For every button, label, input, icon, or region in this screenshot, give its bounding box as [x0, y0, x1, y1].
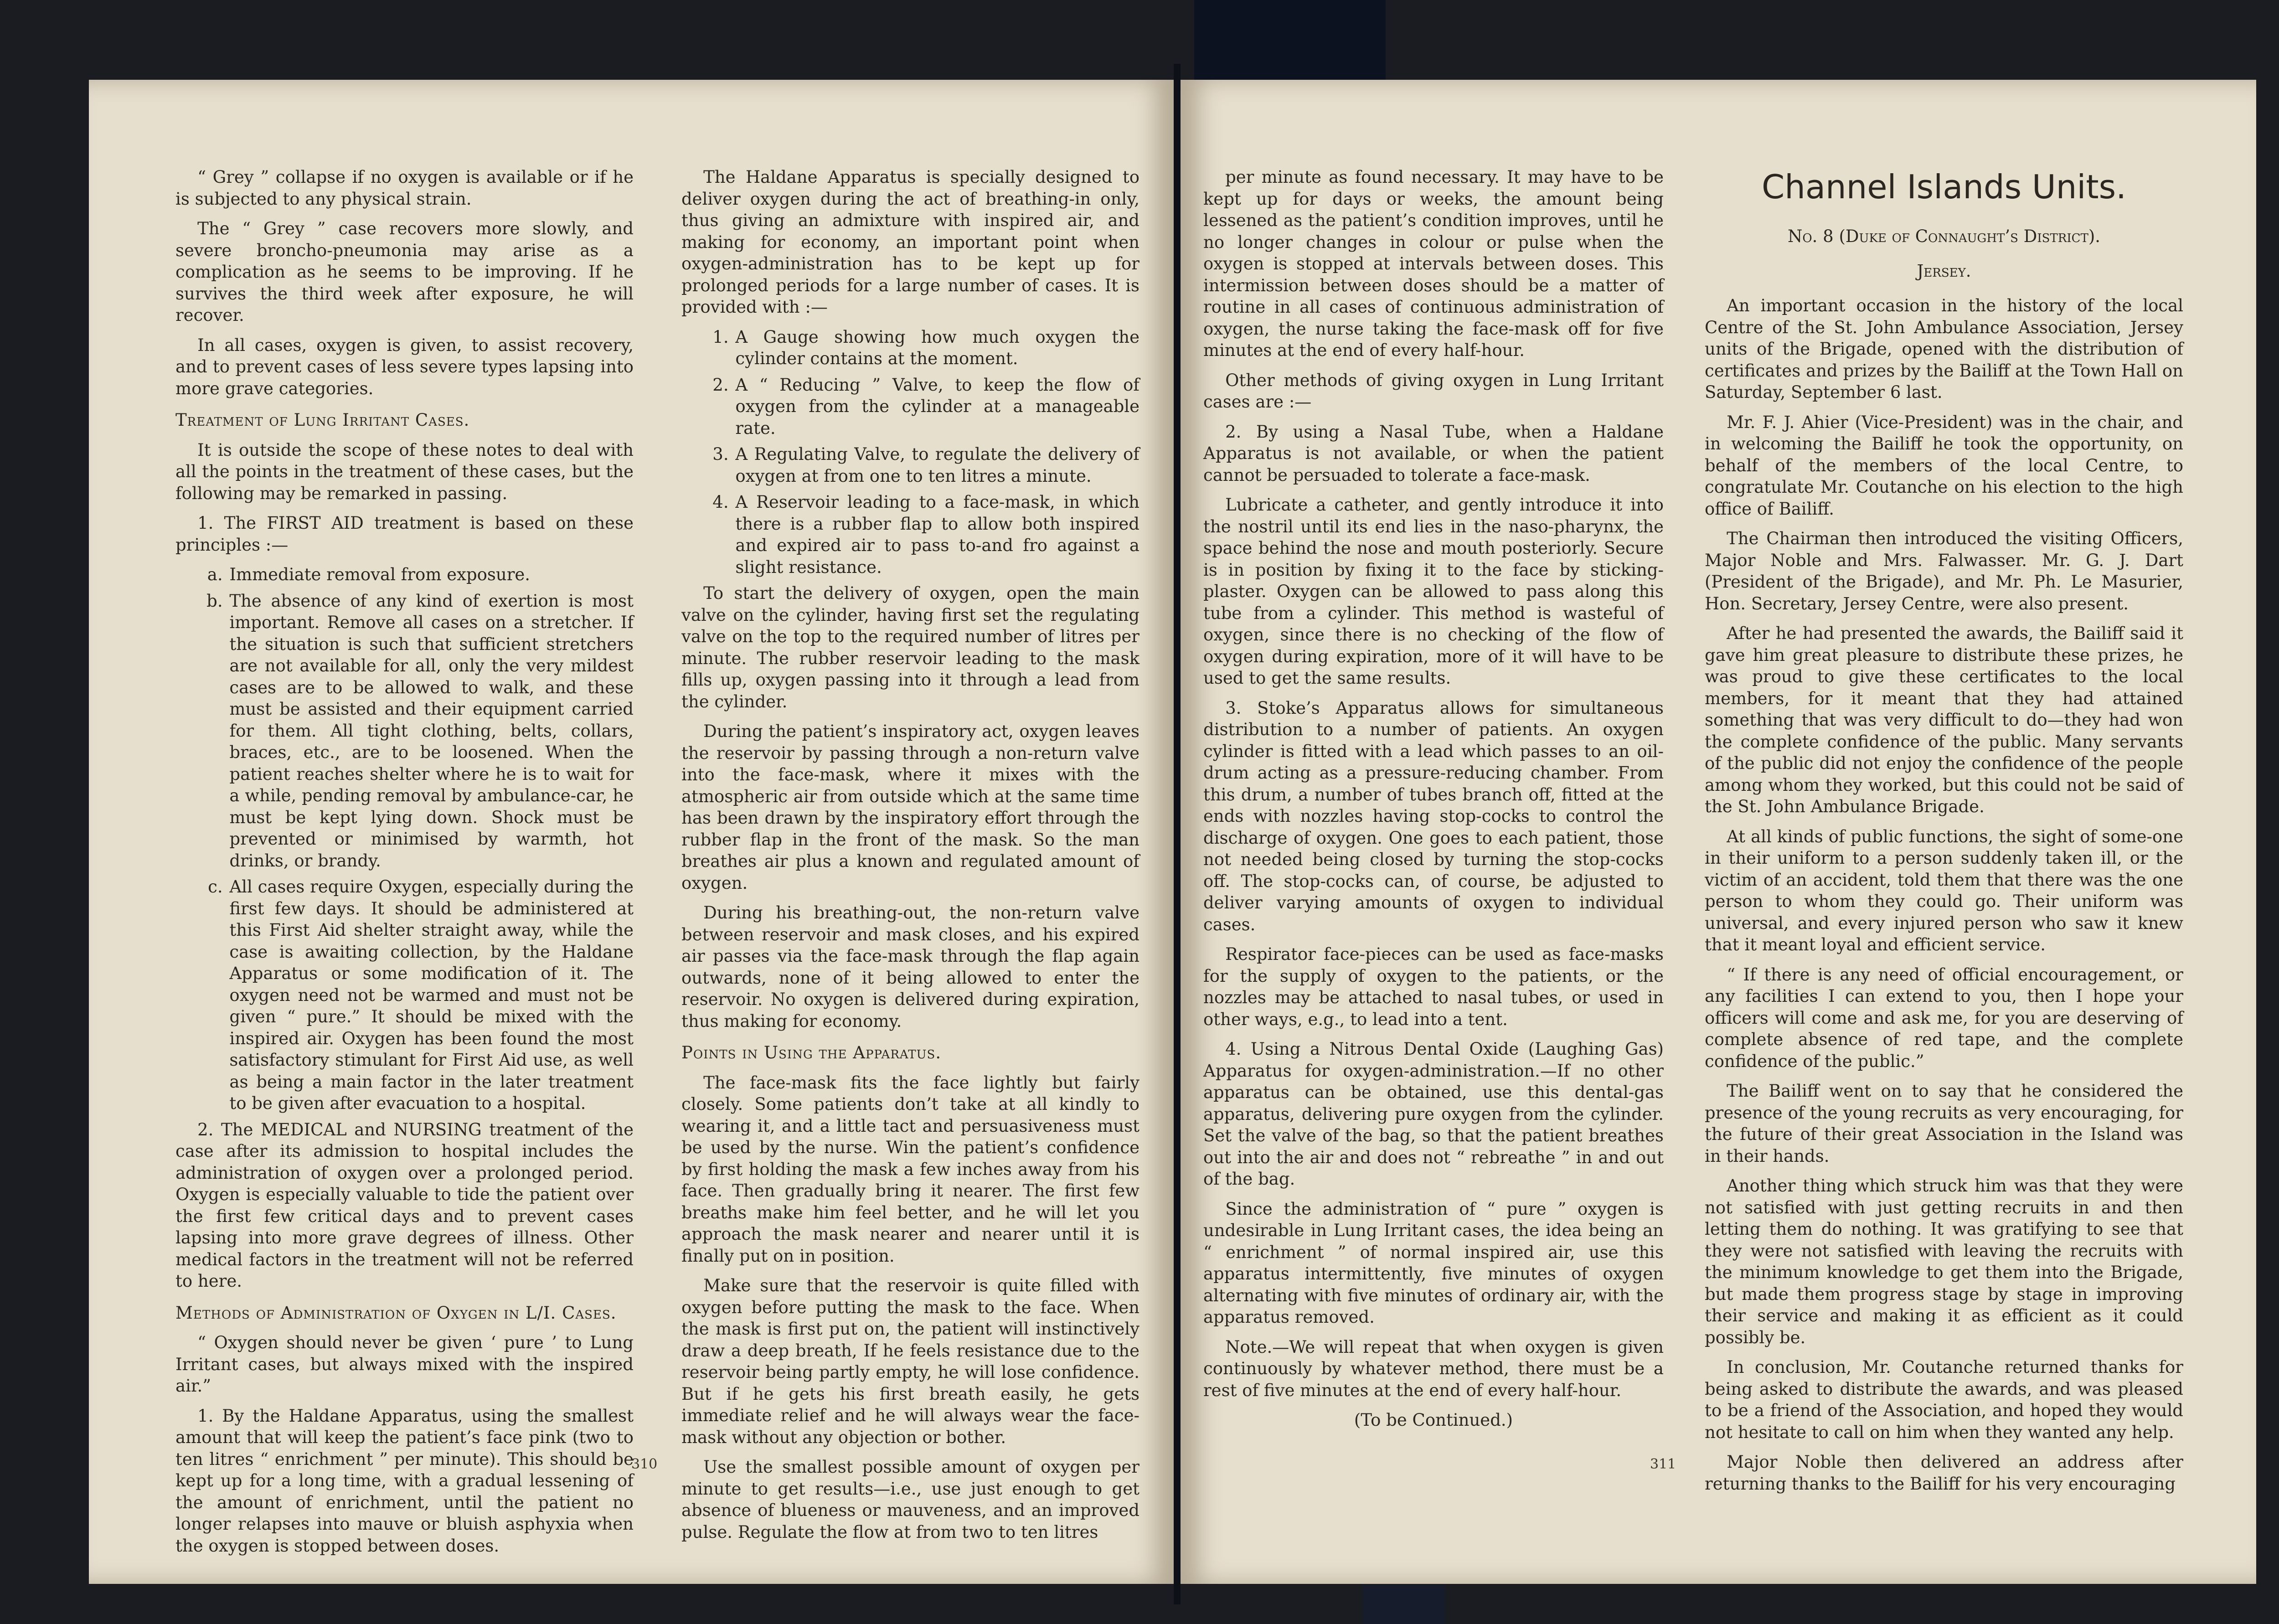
paragraph: per minute as found necessary. It may have to be kept up for days or weeks, the amount being lessened as the patient’s condition improves, until he no longer changes in colour or pulse when the oxygen is stopped at intervals between doses. This intermission between doses should be a matter of routine in all cases of continuous administration of oxygen, the nurse taking the face-mask off for five minutes at the end of every half-hour.: [1203, 167, 1664, 360]
paragraph: The face-mask fits the face lightly but fairly closely. Some patients don’t take at all kindly to wearing it, and a little tact and persuasiveness must be used by the nurse. Win the patient’s confidence by first holding the mask a few inches away from his face. Then gradually bring it nearer. The first few breaths make him feel better, and he will let you approach the mask nearer and nearer until it is finally put on in position.: [681, 1072, 1140, 1266]
paragraph: In conclusion, Mr. Coutanche returned thanks for being asked to distribute the awards, and was pleased to be a friend of the Association, and hoped they would not hesitate to call on him when they wanted any help.: [1705, 1357, 2183, 1442]
section-heading: Methods of Administration of Oxygen in L/I. Cases.: [175, 1303, 617, 1323]
paragraph: Respirator face-pieces can be used as face-masks for the supply of oxygen to the patients, or the nozzles may be attached to nasal tubes, or used in other ways, e.g., to lead into a tent.: [1203, 944, 1664, 1029]
section-heading: Points in Using the Apparatus.: [681, 1043, 942, 1062]
section-heading: Treatment of Lung Irritant Cases.: [175, 410, 470, 430]
paragraph: The “ Grey ” case recovers more slowly, and severe broncho-pneumonia may arise as a complication as he seems to be improving. If he survives the third week after exposure, he will recover.: [175, 219, 634, 325]
list-item: [681, 326, 1140, 370]
list-item: [681, 374, 1140, 439]
list-item: [175, 590, 634, 872]
list-item: [175, 876, 634, 1114]
paragraph: After he had presented the awards, the Bailiff said it gave him great pleasure to distribute these prizes, he was proud to give these certificates to the local members, for it meant that they had attained something that was very difficult to do—they had won the complete confidence of the public. Many servants of the public did not enjoy the confidence of the people among whom they worked, but this could not be said of the St. John Ambulance Brigade.: [1705, 624, 2183, 816]
paragraph: 2. By using a Nasal Tube, when a Haldane Apparatus is not available, or when the patient cannot be persuaded to tolerate a face-mask.: [1203, 422, 1664, 485]
page-number: 310: [631, 1456, 658, 1472]
list-text: Immediate removal from exposure.: [229, 565, 531, 584]
paragraph: Note.—We will repeat that when oxygen is given continuously by whatever method, there must be a rest of five minutes at the end of every half-hour.: [1203, 1337, 1664, 1400]
paragraph: Major Noble then delivered an address after returning thanks to the Bailiff for his very encouraging: [1705, 1452, 2183, 1494]
book-gutter: [1174, 64, 1181, 1604]
paragraph: “ Oxygen should never be given ‘ pure ’ to Lung Irritant cases, but always mixed with the inspired air.”: [175, 1333, 634, 1396]
binding-spine-bottom: [1363, 1582, 1445, 1624]
paragraph: 1. By the Haldane Apparatus, using the smallest amount that will keep the patient’s face pink (two to ten litres “ enrichment ” per minute). This should be kept up for a long time, with a gradual lessening of the amount of enrichment, until the patient no longer relapses into mauve or bluish asphyxia when the oxygen is stopped between doses.: [175, 1406, 634, 1556]
paragraph: Another thing which struck him was that they were not satisfied with just getting recruits in and then letting them do nothing. It was gratifying to see that they were not satisfied with leaving the recruits with the minimum knowledge to get them into the Brigade, but made them progress stage by stage in improving their service and making it as efficient as it could possibly be.: [1705, 1176, 2183, 1347]
article-subtitle-location: Jersey.: [1917, 261, 1971, 281]
list-text: A “ Reducing ” Valve, to keep the flow of oxygen from the cylinder at a manageable rate.: [735, 375, 1140, 438]
paragraph: In all cases, oxygen is given, to assist recovery, and to prevent cases of less severe types lapsing into more grave categories.: [175, 335, 634, 398]
paragraph: 1. The FIRST AID treatment is based on these principles :—: [175, 513, 634, 555]
page-310: [89, 80, 1174, 1584]
paragraph: An important occasion in the history of the local Centre of the St. John Ambulance Association, Jersey units of the Brigade, opened with the distribution of certificates and prizes by the Bailiff at the Town Hall on Saturday, September 6 last.: [1705, 296, 2183, 402]
list-marker: 1.: [712, 327, 729, 347]
paragraph: Use the smallest possible amount of oxygen per minute to get results—i.e., use just enough to get absence of blueness or mauveness, and an improved pulse. Regulate the flow at from two to ten litres: [681, 1457, 1140, 1542]
paragraph: 4. Using a Nitrous Dental Oxide (Laughing Gas) Apparatus for oxygen-administration.—If no other apparatus can be obtained, use this dental-gas apparatus, delivering pure oxygen from the cylinder. Set the valve of the bag, so that the patient breathes out into the air and does not “ rebreathe ” in and out of the bag.: [1203, 1039, 1664, 1189]
page-310-column-2: [681, 166, 1140, 1551]
binding-spine: [1194, 0, 1386, 80]
list-marker: a.: [207, 565, 223, 584]
list-marker: 4.: [712, 492, 729, 512]
paragraph: At all kinds of public functions, the sight of some-one in their uniform to a person suddenly taken ill, or the victim of an accident, told them that there was the one person to whom they could go. Their uniform was universal, and every injured person who saw it knew that it meant loyal and efficient service.: [1705, 826, 2183, 954]
list-text: A Gauge showing how much oxygen the cylinder contains at the moment.: [735, 327, 1140, 368]
list-marker: c.: [208, 877, 223, 897]
paragraph: The Chairman then introduced the visiting Officers, Major Noble and Mrs. Falwasser. Mr. G. J. Dart (President of the Brigade), and Mr. Ph. Le Masurier, Hon. Secretary, Jersey Centre, were also present.: [1705, 529, 2183, 614]
list-marker: 2.: [712, 375, 729, 395]
paragraph: Mr. F. J. Ahier (Vice-President) was in the chair, and in welcoming the Bailiff he took the opportunity, on behalf of the members of the local Centre, to congratulate Mr. Coutanche on his election to the high office of Bailiff.: [1705, 412, 2183, 519]
paragraph: The Haldane Apparatus is specially designed to deliver oxygen during the act of breathing-in only, thus giving an admixture with inspired air, and making for economy, an important point when oxygen-administration has to be kept up for prolonged periods for a large number of cases. It is provided with :—: [681, 167, 1140, 317]
paragraph: During the patient’s inspiratory act, oxygen leaves the reservoir by passing through a non-return valve into the face-mask, where it mixes with the atmospheric air from outside which at the same time has been drawn by the inspiratory effort through the rubber flap in the front of the mask. So the man breathes air plus a known and regulated amount of oxygen.: [681, 722, 1140, 893]
paragraph: During his breathing-out, the non-return valve between reservoir and mask closes, and his expired air passes via the face-mask through the flap again outwards, none of it being allowed to enter the reservoir. No oxygen is delivered during expiration, thus making for economy.: [681, 903, 1140, 1031]
page-number: 311: [1650, 1456, 1676, 1472]
list-item: [175, 564, 634, 586]
article-title: Channel Islands Units.: [1761, 168, 2127, 206]
article-subtitle: No. 8 (Duke of Connaught’s District).: [1787, 227, 2101, 246]
paragraph: Since the administration of “ pure ” oxygen is undesirable in Lung Irritant cases, the idea being an “ enrichment ” of normal inspired air, use this apparatus intermittently, five minutes of oxygen alternating with five minutes of ordinary air, with the apparatus removed.: [1203, 1199, 1664, 1327]
paragraph: 3. Stoke’s Apparatus allows for simultaneous distribution to a number of patients. An oxygen cylinder is fitted with a lead which passes to an oil-drum acting as a pressure-reducing chamber. From this drum, a number of tubes branch off, fitted at the ends with nozzles having stop-cocks to control the discharge of oxygen. One goes to each patient, those not needed being closed by turning the stop-cocks off. The stop-cocks can, of course, be adjusted to deliver varying amounts of oxygen to individual cases.: [1203, 698, 1664, 934]
paragraph: Make sure that the reservoir is quite filled with oxygen before putting the mask to the face. When the mask is first put on, the patient will instinctively draw a deep breath, If he feels resistance due to the reservoir being partly empty, he will lose confidence. But if he gets his first breath easily, he gets immediate relief and he will always wear the face-mask without any objection or bother.: [681, 1276, 1140, 1447]
paragraph: It is outside the scope of these notes to deal with all the points in the treatment of these cases, but the following may be remarked in passing.: [175, 440, 634, 503]
list-text: A Reservoir leading to a face-mask, in which there is a rubber flap to allow both inspired and expired air to pass to-and fro against a slight resistance.: [735, 492, 1140, 577]
paragraph: Other methods of giving oxygen in Lung Irritant cases are :—: [1203, 370, 1664, 412]
list-item: [681, 443, 1140, 487]
page-311-column-2: [1705, 166, 2183, 1503]
paragraph: “ If there is any need of official encouragement, or any facilities I can extend to you, then I hope your officers will come and ask me, for you are deserving of complete absence of red tape, and the complete confidence of the public.”: [1705, 964, 2183, 1071]
list-text: A Regulating Valve, to regulate the delivery of oxygen at from one to ten litres a minute.: [735, 444, 1140, 486]
paragraph: “ Grey ” collapse if no oxygen is available or if he is subjected to any physical strain.: [175, 167, 634, 209]
page-311: [1181, 80, 2256, 1584]
paragraph: 2. The MEDICAL and NURSING treatment of the case after its admission to hospital includes the administration of oxygen over a prolonged period. Oxygen is especially valuable to tide the patient over the first few critical days and to prevent cases lapsing into more grave degrees of illness. Other medical factors in the treatment will not be referred to here.: [175, 1119, 634, 1291]
continued-note: (To be Continued.): [1354, 1410, 1513, 1430]
list-text: All cases require Oxygen, especially during the first few days. It should be administered at this First Aid shelter straight away, while the case is awaiting collection, by the Haldane Apparatus or some modification of it. The oxygen need not be warmed and must not be given “ pure.” It should be mixed with the inspired air. Oxygen has been found the most satisfactory stimulant for First Aid use, as well as being a main factor in the later treatment to be given after evacuation to a hospital.: [229, 877, 634, 1113]
paragraph: To start the delivery of oxygen, open the main valve on the cylinder, having first set the regulating valve on the top to the required number of litres per minute. The rubber reservoir leading to the mask fills up, oxygen passing into it through a lead from the cylinder.: [681, 583, 1140, 711]
page-311-column-1: [1203, 166, 1664, 1439]
paragraph: Lubricate a catheter, and gently introduce it into the nostril until its end lies in the naso-pharynx, the space behind the nose and mouth posteriorly. Secure is in position by fixing it to the face by sticking-plaster. Oxygen can be allowed to pass along this tube from a cylinder. This method is wasteful of oxygen, since there is no checking of the flow of oxygen during expiration, more of it will have to be used to get the same results.: [1203, 495, 1664, 688]
list-item: [681, 491, 1140, 578]
page-310-column-1: [175, 166, 634, 1565]
list-marker: b.: [206, 591, 223, 611]
list-marker: 3.: [712, 444, 729, 464]
list-text: The absence of any kind of exertion is most important. Remove all cases on a stretcher. If the situation is such that sufficient stretchers are not available for all, only the very mildest cases are to be allowed to walk, and these must be assisted and their equipment carried for them. All tight clothing, belts, collars, braces, etc., are to be loosened. When the patient reaches shelter where he is to wait for a while, pending removal by ambulance-car, he must be kept lying down. Shock must be prevented or minimised by warmth, hot drinks, or brandy.: [229, 591, 634, 871]
paragraph: The Bailiff went on to say that he considered the presence of the young recruits as very encouraging, for the future of their great Association in the Island was in their hands.: [1705, 1081, 2183, 1166]
